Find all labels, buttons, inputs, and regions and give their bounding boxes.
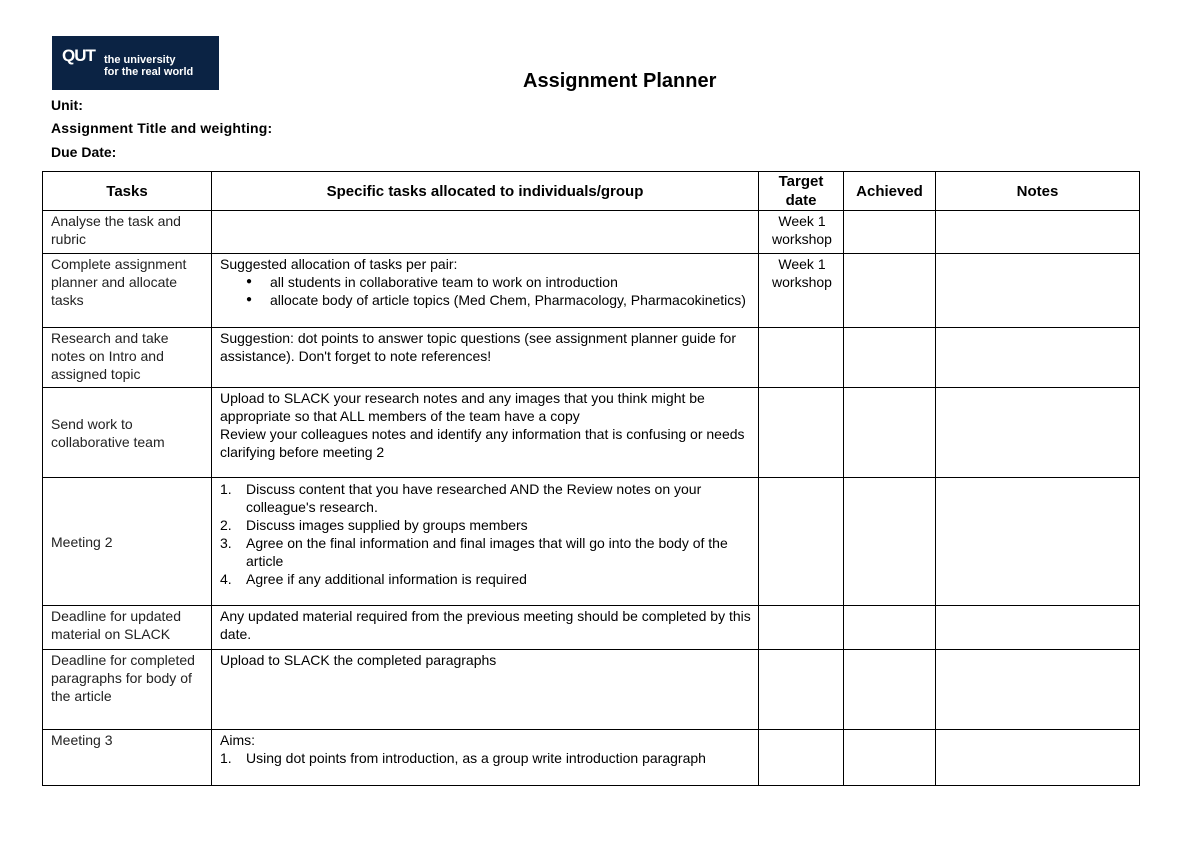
table-row — [43, 650, 1140, 730]
notes-cell[interactable] — [936, 730, 1140, 786]
specific-text: Any updated material required from the previous meeting should be completed by this date. — [220, 608, 751, 642]
task-cell: Research and take notes on Intro and assigned topic — [43, 328, 212, 388]
header-target-date — [759, 172, 844, 211]
task-cell: Deadline for completed paragraphs for body of the article — [43, 650, 212, 730]
page-title: Assignment Planner — [523, 70, 717, 92]
list-item: 4. Agree if any additional information is required — [220, 571, 527, 587]
task-cell: Meeting 2 — [43, 478, 212, 606]
achieved-cell[interactable] — [844, 606, 936, 650]
table-row — [43, 478, 1140, 606]
logo-tagline — [104, 54, 193, 78]
achieved-cell[interactable] — [844, 388, 936, 478]
qut-mark-icon — [61, 44, 99, 68]
header-target-line-1: Target — [778, 173, 824, 190]
list-item: 3. Agree on the final information and final images that will go into the body of the article — [220, 535, 728, 569]
header-notes: Notes — [936, 172, 1140, 211]
achieved-cell[interactable] — [844, 211, 936, 254]
target-date-cell[interactable] — [759, 328, 844, 388]
notes-cell[interactable] — [936, 650, 1140, 730]
due-date-label: Due Date: — [51, 144, 117, 160]
target-line-2: workshop — [772, 231, 832, 247]
specific-text: Upload to SLACK your research notes and any images that you think might be appropriate so that ALL members of the team have a copy — [220, 390, 705, 424]
header-specific-tasks: Specific tasks allocated to individuals/group — [212, 172, 759, 211]
specific-cell — [212, 650, 759, 730]
notes-cell[interactable] — [936, 478, 1140, 606]
target-date-cell[interactable] — [759, 650, 844, 730]
target-date-cell — [759, 211, 844, 254]
header-target-line-2: date — [785, 192, 817, 209]
qut-logo — [52, 36, 219, 90]
achieved-cell[interactable] — [844, 730, 936, 786]
specific-cell — [212, 211, 759, 254]
specific-cell — [212, 388, 759, 478]
target-date-cell[interactable] — [759, 478, 844, 606]
specific-bullet-list — [220, 273, 752, 309]
specific-cell — [212, 328, 759, 388]
specific-numbered-list — [220, 480, 752, 588]
specific-cell — [212, 254, 759, 328]
achieved-cell[interactable] — [844, 254, 936, 328]
specific-intro: Aims: — [220, 732, 255, 748]
header-tasks: Tasks — [43, 172, 212, 211]
target-date-cell[interactable] — [759, 388, 844, 478]
notes-cell[interactable] — [936, 328, 1140, 388]
specific-text-2: Review your colleagues notes and identify any information that is confusing or needs clarifying before meeting 2 — [220, 426, 745, 460]
notes-cell[interactable] — [936, 388, 1140, 478]
target-line-2: workshop — [772, 274, 832, 290]
task-cell: Deadline for updated material on SLACK — [43, 606, 212, 650]
target-line-1: Week 1 — [778, 213, 826, 229]
list-item: ● allocate body of article topics (Med Chem, Pharmacology, Pharmacokinetics) — [270, 291, 752, 309]
logo-tagline-line-2: for the real world — [104, 66, 194, 78]
target-date-cell[interactable] — [759, 606, 844, 650]
specific-text: Upload to SLACK the completed paragraphs — [220, 652, 497, 668]
specific-cell — [212, 606, 759, 650]
specific-cell — [212, 730, 759, 786]
target-date-cell[interactable] — [759, 730, 844, 786]
table-row — [43, 211, 1140, 254]
target-line-1: Week 1 — [778, 256, 826, 272]
achieved-cell[interactable] — [844, 478, 936, 606]
planner-table — [42, 171, 1140, 786]
table-row — [43, 730, 1140, 786]
logo-tagline-line-1: the university — [104, 54, 176, 66]
table-row — [43, 606, 1140, 650]
task-cell: Complete assignment planner and allocate tasks — [43, 254, 212, 328]
notes-cell[interactable] — [936, 211, 1140, 254]
specific-intro: Suggested allocation of tasks per pair: — [220, 256, 458, 272]
table-row — [43, 328, 1140, 388]
list-item: ● all students in collaborative team to work on introduction — [270, 273, 752, 291]
task-cell: Send work to collaborative team — [43, 388, 212, 478]
assignment-title-label: Assignment Title and weighting: — [51, 120, 273, 136]
list-item: 2. Discuss images supplied by groups members — [220, 517, 528, 533]
achieved-cell[interactable] — [844, 650, 936, 730]
specific-numbered-list — [220, 749, 752, 767]
svg-text:QUT: QUT — [62, 46, 95, 65]
specific-text: Suggestion: dot points to answer topic questions (see assignment planner guide for assistance). Don't forget to note references! — [220, 330, 736, 364]
task-cell: Analyse the task and rubric — [43, 211, 212, 254]
notes-cell[interactable] — [936, 606, 1140, 650]
list-item: 1. Discuss content that you have researched AND the Review notes on your colleague's research. — [220, 481, 702, 515]
header-achieved: Achieved — [844, 172, 936, 211]
task-cell: Meeting 3 — [43, 730, 212, 786]
specific-cell — [212, 478, 759, 606]
table-row — [43, 254, 1140, 328]
unit-label: Unit: — [51, 97, 83, 113]
target-date-cell — [759, 254, 844, 328]
achieved-cell[interactable] — [844, 328, 936, 388]
header-row — [43, 172, 1140, 211]
list-item: 1. Using dot points from introduction, as a group write introduction paragraph — [220, 750, 706, 766]
table-row — [43, 388, 1140, 478]
notes-cell[interactable] — [936, 254, 1140, 328]
